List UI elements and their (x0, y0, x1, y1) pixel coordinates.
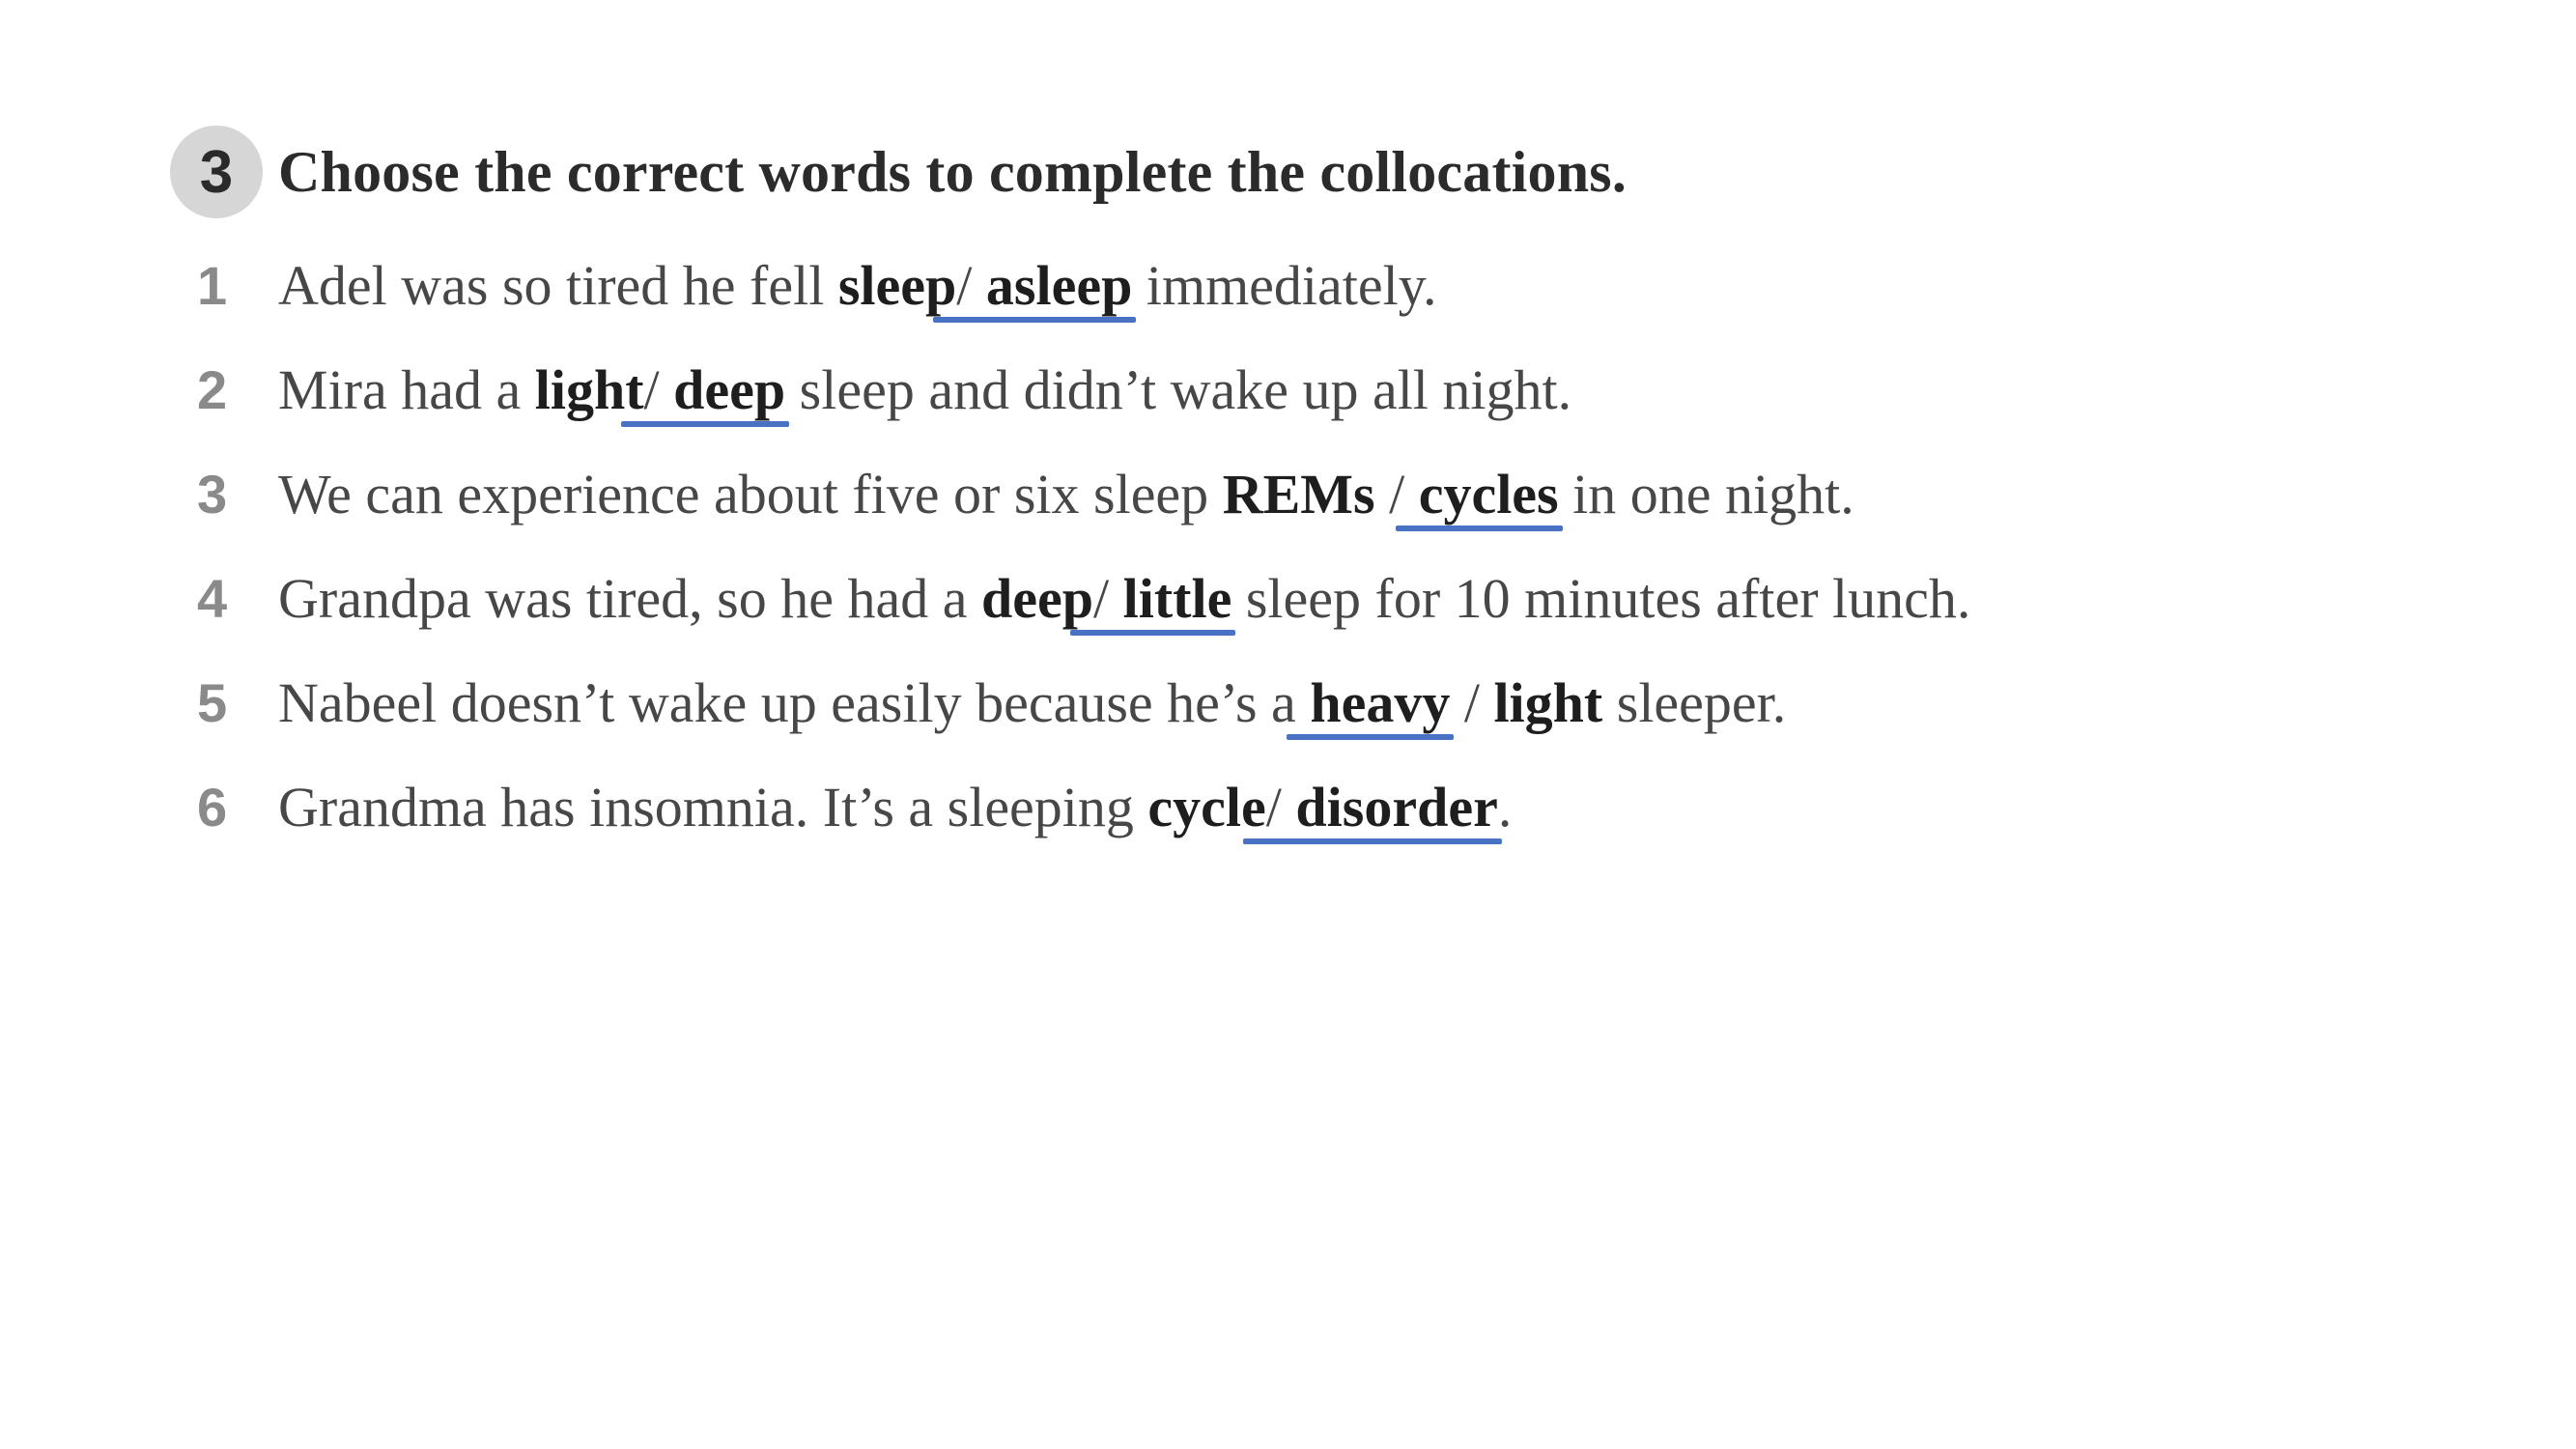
item-number: 6 (197, 777, 228, 838)
answer-underline (1396, 526, 1563, 531)
list-item (170, 651, 2488, 755)
selected-answer (1086, 547, 1231, 651)
option-separator: / (956, 254, 986, 317)
list-item (170, 234, 2488, 338)
option-a[interactable]: cycle (1147, 776, 1266, 838)
item-sentence (278, 755, 1512, 860)
sentence-end: immediately. (1132, 254, 1437, 317)
list-item (170, 547, 2488, 651)
selected-answer (1302, 651, 1450, 755)
item-number: 1 (197, 255, 228, 316)
sentence-start: We can experience about five or six sleep (278, 463, 1223, 526)
sentence-end: . (1497, 776, 1513, 838)
sentence-end: sleep for 10 minutes after lunch. (1231, 567, 1971, 630)
item-number: 3 (197, 464, 228, 525)
item-number: 2 (197, 359, 228, 420)
option-a[interactable]: sleep (837, 254, 957, 317)
sentence-start: Nabeel doesn’t wake up easily because he’s a (278, 671, 1311, 734)
option-b[interactable]: disorder (1295, 776, 1498, 838)
option-b[interactable]: deep (673, 358, 786, 421)
option-separator: / (1374, 463, 1419, 526)
sentence-start: Grandma has insomnia. It’s a sleeping (278, 776, 1148, 838)
item-sentence (278, 651, 1786, 755)
answer-underline (1287, 734, 1454, 740)
item-number: 4 (197, 568, 228, 629)
option-a[interactable]: heavy (1310, 671, 1451, 734)
sentence-end: in one night. (1558, 463, 1854, 526)
option-b[interactable]: cycles (1418, 463, 1559, 526)
sentence-start: Grandpa was tired, so he had a (278, 567, 981, 630)
item-sentence (278, 442, 1854, 547)
item-sentence (278, 338, 1571, 442)
option-separator: / (1092, 567, 1123, 630)
option-separator: / (1450, 671, 1494, 734)
selected-answer (948, 234, 1132, 338)
option-b[interactable]: asleep (985, 254, 1133, 317)
item-list (170, 234, 2488, 860)
list-item (170, 755, 2488, 860)
list-item (170, 338, 2488, 442)
answer-underline (1243, 838, 1502, 844)
answer-underline (621, 421, 790, 427)
answer-underline (933, 317, 1136, 323)
option-separator: / (1265, 776, 1296, 838)
selected-answer (1259, 755, 1498, 860)
sentence-end: sleeper. (1602, 671, 1787, 734)
option-separator: / (643, 358, 674, 421)
option-b[interactable]: little (1122, 567, 1232, 630)
sentence-start: Mira had a (278, 358, 535, 421)
exercise-instructions: Choose the correct words to complete the collocations. (278, 139, 1628, 204)
selected-answer (1411, 442, 1559, 547)
exercise-heading (170, 124, 2488, 220)
sentence-end: sleep and didn’t wake up all night. (785, 358, 1572, 421)
exercise-3 (170, 124, 2488, 860)
selected-answer (637, 338, 786, 442)
option-b[interactable]: light (1493, 671, 1603, 734)
item-sentence (278, 547, 1970, 651)
item-sentence (278, 234, 1437, 338)
option-a[interactable]: light (534, 358, 644, 421)
list-item (170, 442, 2488, 547)
answer-underline (1070, 630, 1235, 636)
item-number: 5 (197, 672, 228, 733)
sentence-start: Adel was so tired he fell (278, 254, 838, 317)
option-a[interactable]: REMs (1222, 463, 1375, 526)
exercise-number-badge: 3 (170, 126, 263, 218)
option-a[interactable]: deep (980, 567, 1093, 630)
